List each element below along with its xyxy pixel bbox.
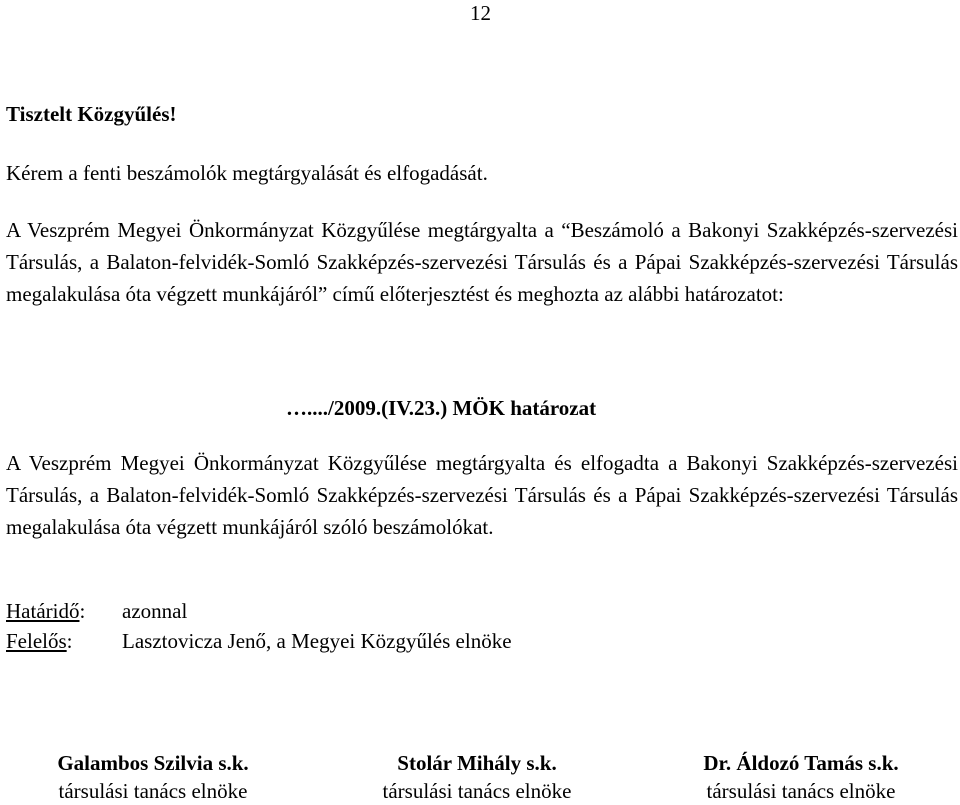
signature-name: Galambos Szilvia s.k.: [57, 751, 249, 775]
signature-name: Stolár Mihály s.k.: [397, 751, 557, 775]
signature-name: Dr. Áldozó Tamás s.k.: [703, 751, 899, 775]
signature-role: társulási tanács elnöke: [382, 779, 572, 803]
responsible-value: Lasztovicza Jenő, a Megyei Közgyűlés elnöke: [122, 629, 512, 653]
deadline-row: [6, 599, 188, 623]
signature-1: [33, 749, 273, 805]
deadline-colon: :: [79, 599, 86, 623]
page-number: 12: [470, 1, 491, 25]
signature-2: [357, 749, 597, 805]
deadline-value: azonnal: [122, 599, 188, 623]
resolution-text: A Veszprém Megyei Önkormányzat Közgyűlése megtárgyalta és elfogadta a Bakonyi Szakképzés-szervezési Társulás, a Balaton-felvidék-Somló Szakképzés-szervezési Társulás és a Pápai Szakképzés-szervezési Társulás megalakulása óta végzett munkájáról szóló beszámolókat.: [6, 451, 958, 539]
request-text: Kérem a fenti beszámolók megtárgyalását és elfogadását.: [6, 161, 488, 185]
responsible-row: [6, 629, 512, 653]
responsible-label: Felelős: [6, 629, 67, 653]
signature-3: [681, 749, 921, 805]
intro-paragraph: A Veszprém Megyei Önkormányzat Közgyűlése megtárgyalta a “Beszámoló a Bakonyi Szakképzés-szervezési Társulás, a Balaton-felvidék-Somló Szakképzés-szervezési Társulás és a Pápai Szakképzés-szervezési Társulás megalakulása óta végzett munkájáról” című előterjesztést és meghozta az alábbi határozatot:: [6, 218, 958, 306]
resolution-title: …..../2009.(IV.23.) MÖK határozat: [286, 396, 597, 420]
salutation: Tisztelt Közgyűlés!: [6, 102, 177, 126]
deadline-label: Határidő: [6, 599, 80, 623]
signature-role: társulási tanács elnöke: [58, 779, 248, 803]
responsible-colon: :: [66, 629, 73, 653]
signature-role: társulási tanács elnöke: [706, 779, 896, 803]
